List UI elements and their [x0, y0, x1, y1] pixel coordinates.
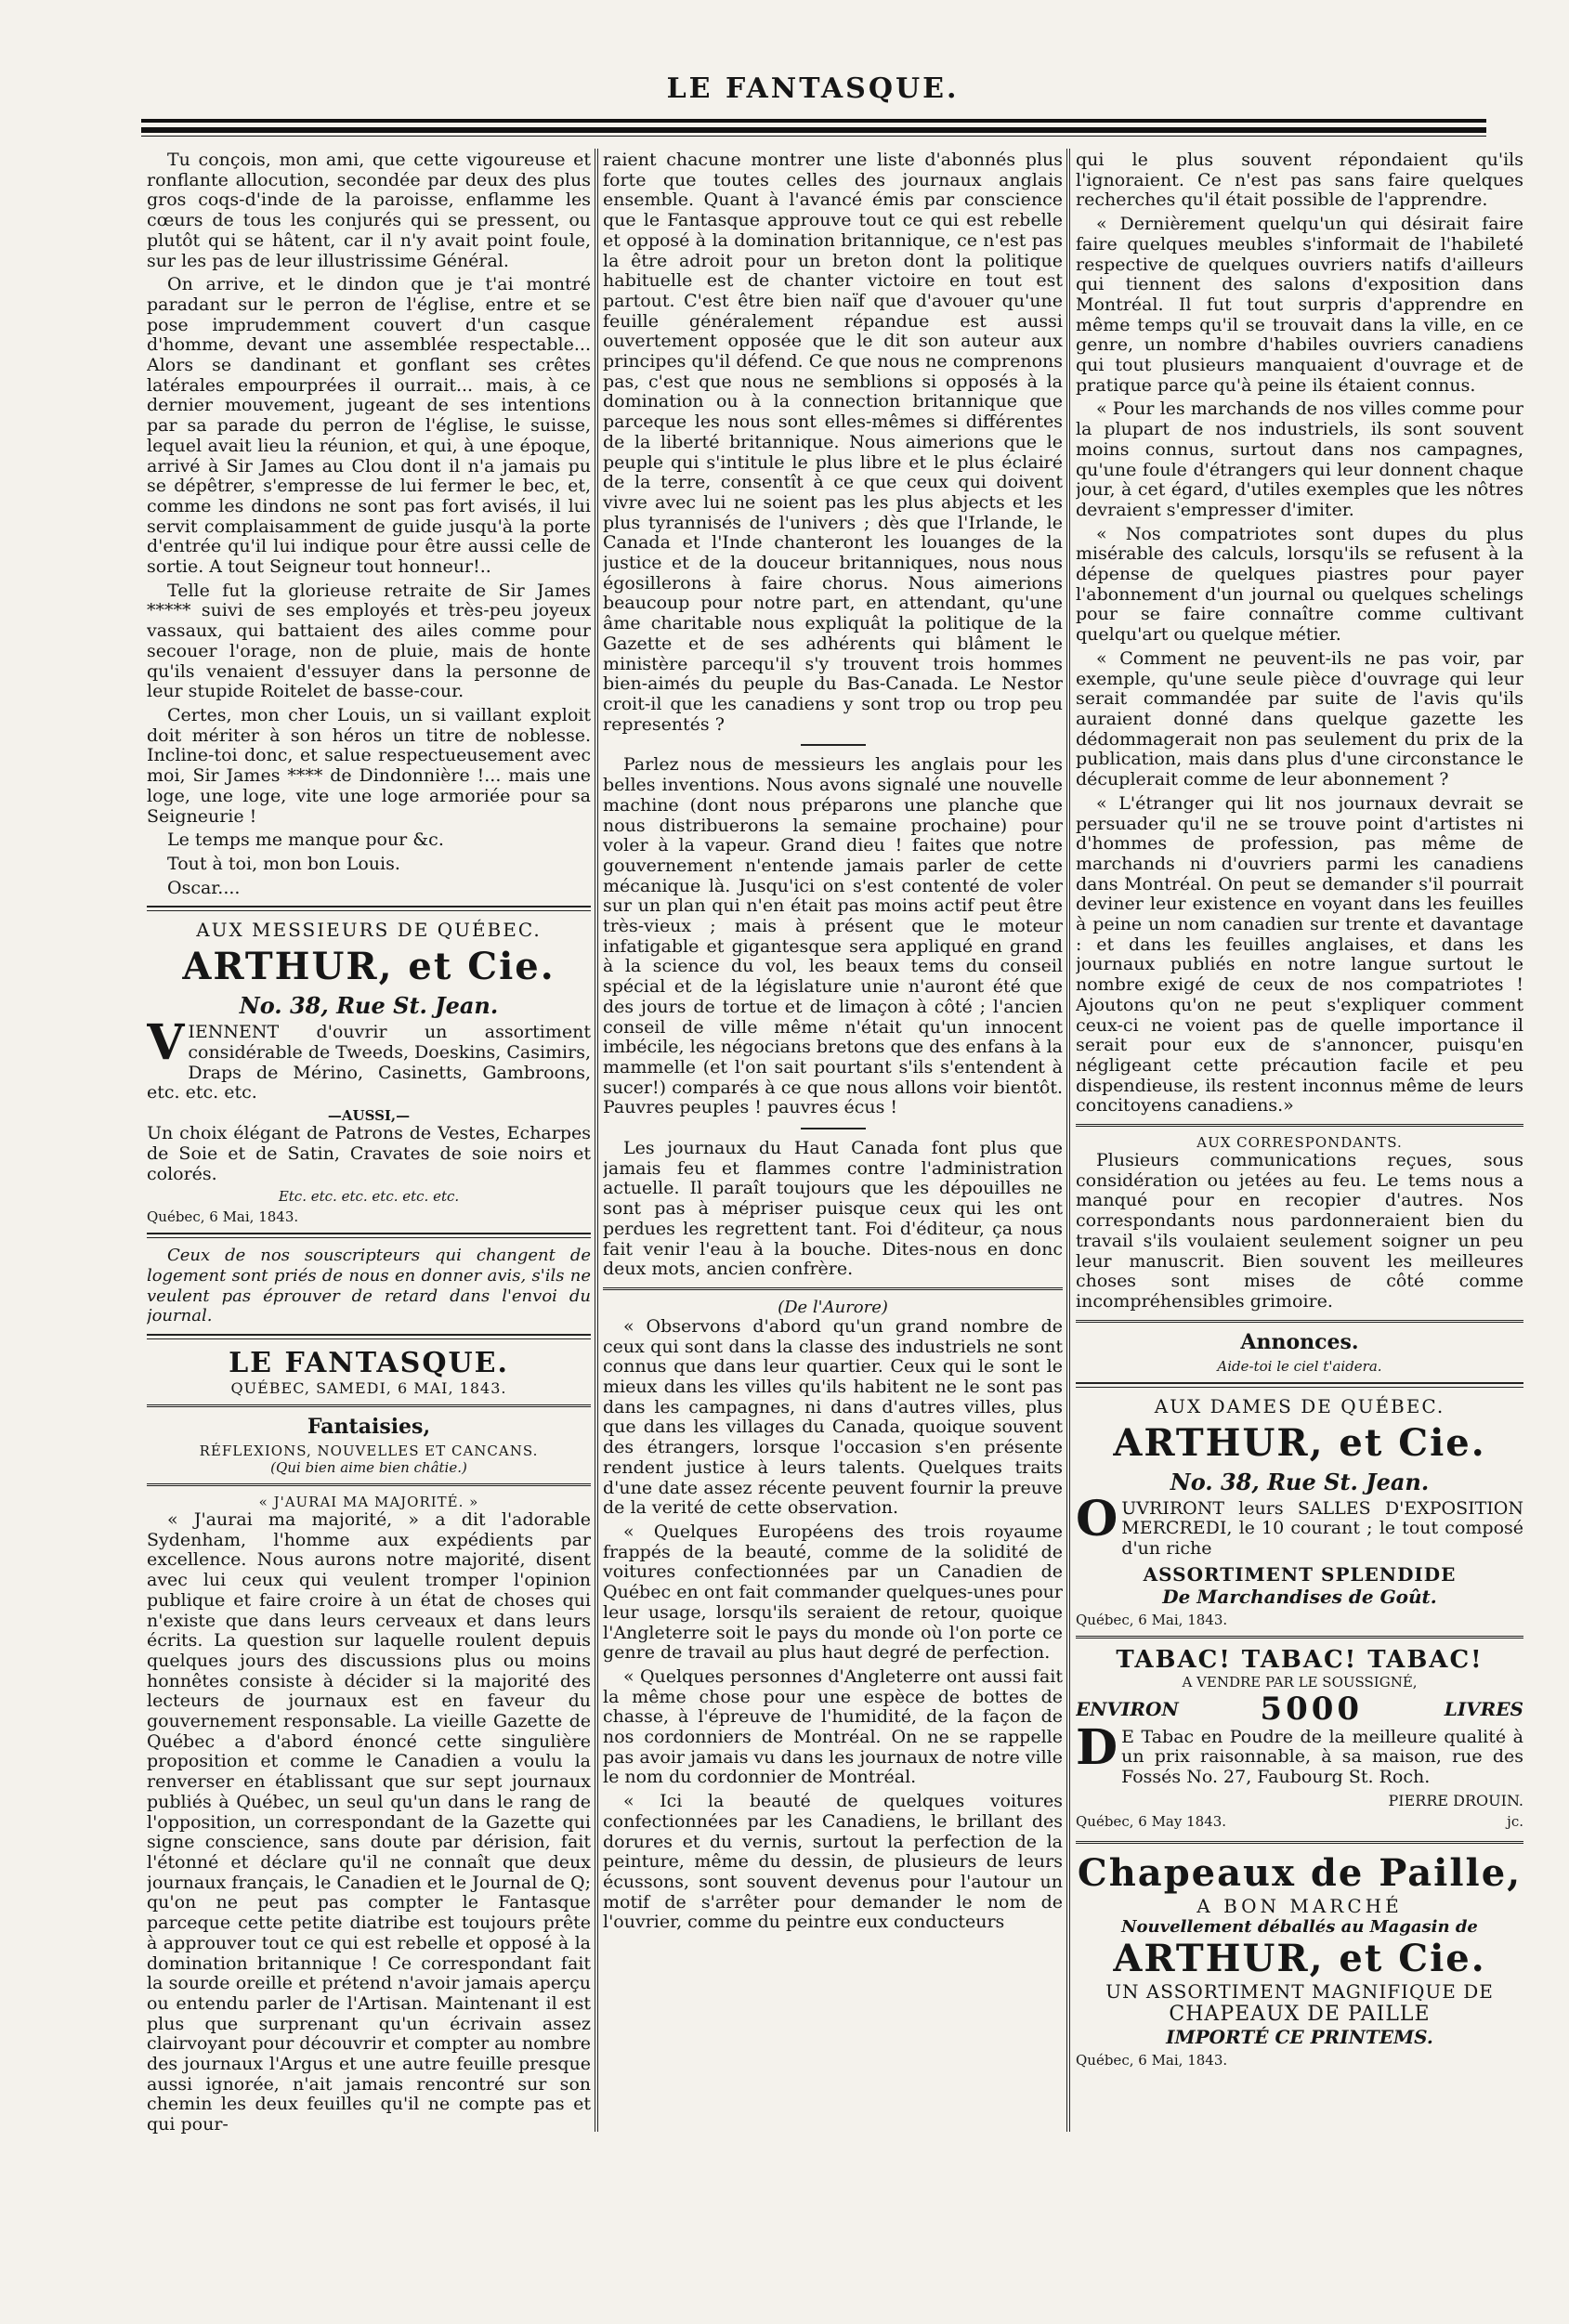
short-divider	[801, 1128, 866, 1129]
col2-para: « Observons d'abord qu'un grand nombre de ceux qui sont dans la classe des industriels ne sont connus que dans leur quartier. Ceux qui le sont le mieux dans les villes qu'ils habitent ne le sont pas dans les campagnes, ni dans d'autres villes, plus que dans les villages du Canada, quoique souvent des étrangers, lorsque l'occasion s'en présente rendent justice à leurs talents. Quelques traits d'une date assez récente peuvent fournir la preuve de la verité de cette observation.	[603, 1315, 1063, 1519]
col3-para: qui le plus souvent répondaient qu'ils l'ignoraient. Ce n'est pas sans faire quelques recherches qu'il était possible de l'apprendre.	[1076, 150, 1523, 211]
ad-text: Un choix élégant de Patrons de Vestes, Echarpes de Soie et de Satin, Cravates de soie noirs et colorés.	[147, 1123, 591, 1184]
column-2	[603, 150, 1063, 2278]
drop-cap: D	[1076, 1718, 1118, 1776]
ad-heading: AUX DAMES DE QUÉBEC.	[1154, 1394, 1445, 1417]
ad-firm-name: ARTHUR, et Cie.	[182, 945, 556, 989]
col1-para: « J'aurai ma majorité, » a dit l'adorable Sydenham, l'homme aux expédients par excellence. Nous aurons notre majorité, disent avec lui ceux qui veulent tromper l'opinion publique et faire croire à un état de choses qui n'existe que dans leurs cerveaux et dans leurs écrits. La question sur laquelle roulent depuis quelques jours des discussions plus ou moins honnêtes consiste à décider si la majorité des lecteurs de journaux est en faveur du gouvernement responsable. La vieille Gazette de Québec a d'abord énoncé cette singulière proposition et comme le Canadien a voulu la renverser en établissant que sur sept journaux publiés à Québec, un seul qu'un dans le rang de l'opposition, un correspondant de la Gazette qui signe conscience, sans doute par dérision, fait l'étonné et déclare qu'il ne connaît que deux journaux français, le Canadien et le Journal de Q; qu'on ne peut pas compter le Fantasque parceque cette petite diatribe est toujours prête à approuver tout ce qui est rebelle et opposé à la domination britannique ! Ce correspondant fait la sourde oreille et prétend n'avoir jamais aperçu ou entendu parler de l'Artisan. Maintenant il est plus que surprenant qu'un écrivain assez clairvoyant pour découvrir et compter au nombre des journaux l'Argus et une autre feuille presque aussi ignorée, n'ait jamais rencontré sur son chemin les deux feuilles qu'il ne compte pas et qui pour-	[147, 1509, 591, 2135]
drop-cap: V	[147, 1014, 185, 1072]
ad-assortment: UN ASSORTIMENT MAGNIFIQUE DE	[1105, 1979, 1494, 2003]
ad-subline: A VENDRE PAR LE SOUSSIGNÉ,	[1182, 1673, 1418, 1691]
ad-import: IMPORTÉ CE PRINTEMS.	[1166, 2025, 1433, 2048]
column-rule	[595, 149, 598, 2132]
col1-para: On arrive, et le dindon que je t'ai montré paradant sur le perron de l'église, entre et se pose imprudemment couvert d'un casque d'homme, devant une assemblée respectable... Alors se dandinant et gonflant ses crêtes latérales empourprées il ourrait... mais, à ce dernier mouvement, jugeant de ses intentions par sa parade du perron de l'église, le suisse, lequel avait lieu la réunion, et qui, à une époque, arrivé à Sir James au Clou dont il n'a jamais pu se dépêtrer, s'empresse de lui fermer le bec, et, comme les dindons ne sont pas fort avisés, il lui servit complaisamment de guide jusqu'à la porte d'entrée qu'il lui indique pour être aussi celle de sortie. A tout Seigneur tout honneur!..	[147, 274, 591, 578]
divider	[1076, 1841, 1523, 1844]
col1-para: Certes, mon cher Louis, un si vaillant exploit doit mériter à son héros un titre de noblesse. Incline-toi donc, et salue respectueusement avec moi, Sir James **** de Dindonnière !... mais une loge, une loge, vite une loge armoriée pour sa Seigneurie !	[147, 704, 591, 827]
ad-heading: Chapeaux de Paille,	[1077, 1850, 1523, 1895]
col2-para: « Quelques Européens des trois royaume frappés de la beauté, comme de la solidité de voitures confectionnées par un Canadien de Québec en ont fait commander quelques-unes pour leur usage, lorsqu'ils seraient de retour, quoique l'Angleterre soit le pays du monde où l'on porte ce genre de travail au plus haut degré de perfection.	[603, 1521, 1063, 1664]
ad-text: Nouvellement déballés au Magasin de	[1121, 1916, 1478, 1937]
ad-banner: ASSORTIMENT SPLENDIDE	[1143, 1562, 1457, 1586]
col3-para: « Comment ne peuvent-ils ne pas voir, par exemple, qu'une seule pièce d'ouvrage qui leur serait commandée par suite de l'avis qu'ils auraient donné dans quelque gazette les dédommagerait non pas seulement du prix de la publication, mais dans plus d'une circonstance le décuplerait comme de leur abonnement ?	[1076, 647, 1523, 790]
correspondents-text: Plusieurs communications reçues, sous considération ou jetées au feu. Le tems nous a manqué pour en recopier d'autres. Nos correspondants nous pardonneraient bien du travail s'ils voulaient seulement soigner un peu leur manuscrit. Bien souvent les meilleures choses sont mises de côté comme incompréhensibles grimoire.	[1076, 1150, 1523, 1312]
col2-para: Les journaux du Haut Canada font plus que jamais feu et flammes contre l'administration actuelle. Il paraît toujours que les dépouilles ne sont pas à mépriser puisque ceux qui les ont perdues les regrettent tant. Foi d'éditeur, ça nous fait venir l'eau à la bouche. Dites-nous en donc deux mots, ancien confrère.	[603, 1138, 1063, 1280]
paper-title: LE FANTASQUE.	[229, 1347, 509, 1380]
ad-product: CHAPEAUX DE PAILLE	[1169, 2002, 1431, 2026]
section-title: Fantaisies,	[307, 1415, 431, 1440]
column-1	[147, 150, 591, 2278]
masthead-rule-thin	[141, 136, 1486, 137]
masthead-rule-double	[141, 127, 1486, 133]
ad-quantity: 5000	[1260, 1690, 1364, 1728]
col1-para: Telle fut la glorieuse retraite de Sir James ***** suivi de ses employés et très-peu joyeux vassaux, qui battaient des ailes comme pour secouer l'orage, non de pluie, mais de honte qu'ils venaient d'essuyer dans la personne de leur stupide Roitelet de basse-cour.	[147, 580, 591, 702]
col1-para: Tu conçois, mon ami, que cette vigoureuse et ronflante allocution, secondée par deux des plus gros coqs-d'inde de la paroisse, enflamme les cœurs de tous les conjurés qui se pressent, ou plutôt qui se hâtent, car il n'y avait point foule, sur les pas de leur illustrissime Général.	[147, 150, 591, 271]
ad-heading: TABAC! TABAC! TABAC!	[1116, 1645, 1484, 1674]
col3-para: « Pour les marchands de nos villes comme pour la plupart de nos industriels, ils sont souvent moins connus, surtout dans nos campagnes, qu'une foule d'étrangers qui leur donnent chaque jour, à cet égard, d'utiles exemples que les nôtres devraient s'empresser d'imiter.	[1076, 398, 1523, 520]
ad-subline: A BON MARCHÉ	[1196, 1894, 1403, 1917]
col2-para: « Ici la beauté de quelques voitures confectionnées par les Canadiens, le brillant des dorures et du vernis, surtout la perfection de la peinture, même du dessin, de plusieurs de leurs écussons, sont souvent devenus pour l'autour un motif de s'arrêter pour demander le nom de l'ouvrier, comme du peintre eux conducteurs	[603, 1791, 1063, 1933]
ad-address: No. 38, Rue St. Jean.	[239, 992, 499, 1020]
announcements-motto: Aide-toi le ciel t'aidera.	[1217, 1357, 1382, 1375]
ad-quantity-line	[1076, 1691, 1523, 1728]
ad-text: IENNENT d'ouvrir un assortiment considérable de Tweeds, Doeskins, Casimirs, Draps de Mérino, Casinetts, Gambroons, etc. etc. etc.	[147, 1022, 591, 1103]
masthead-rule-thick	[141, 119, 1486, 123]
ad-address: No. 38, Rue St. Jean.	[1170, 1468, 1430, 1495]
ad-text: UVRIRONT leurs SALLES D'EXPOSITION MERCREDI, le 10 courant ; le tout composé d'un riche	[1121, 1497, 1523, 1560]
col2-para: Parlez nous de messieurs les anglais pour les belles inventions. Nous avons signalé une nouvelle machine (dont nous préparons une planche que nous distribuerons la semaine prochaine) pour voler à la vapeur. Grand dieu ! faites que notre gouvernement n'entende jamais parler de cette mécanique là. Jusqu'ici on s'est contenté de voler sur un plan qui n'en était pas moins actif peut être très-vieux ; mais à présent que le moteur infatigable et gigantesque sera appliqué en grand à la science du vol, les beaux tems du conseil spécial et de la législature unie n'auront été que des jours de tortue et de limaçon à côté ; l'ancien conseil de ville même n'était qu'un innocent imbécile, les négocians bretons que des enfans à la mammelle (et l'on sait pourtant s'ils s'entendent à sucer!) comparés à ce que nous allons voir bientôt. Pauvres peuples ! pauvres écus !	[603, 754, 1063, 1118]
ad-text: E Tabac en Poudre de la meilleure qualité à un prix raisonnable, à sa maison, rue des Fossés No. 27, Faubourg St. Roch.	[1121, 1726, 1523, 1788]
col3-para: « L'étranger qui lit nos journaux devrait se persuader qu'il ne se trouve point d'artistes ni d'hommes de profession, pas même de marchands ni d'ouvriers parmi les canadiens dans Montréal. On peut se demander s'il pourrait deviner leur existence en voyant dans les feuilles à peine un nom canadien sur trente et davantage : et dans les feuilles anglaises, et dans les journaux publiés en notre langue surtout le nombre exigé de ceux de nos compatriotes ! Ajoutons qu'on ne peut s'expliquer comment ceux-ci ne voient pas de quelle importance il serait pour eux de s'annoncer, puisqu'en négligeant cette précaution facile et peu dispendieuse, ils restent inconnus même de leurs concitoyens canadiens.»	[1076, 792, 1523, 1116]
ad-aussi: —AUSSI,—	[327, 1107, 411, 1125]
col3-para: « Dernièrement quelqu'un qui désirait faire faire quelques meubles s'informait de l'habileté respective de quelques ouvriers natifs d'ailleurs qui tiennent des salons d'exposition dans Montréal. Il fut tout surpris d'apprendre en même temps qu'il se trouvait dans la ville, en ce genre, un nombre d'habiles ouvriers canadiens qui tout plusieurs manquaient d'ouvrage et de pratique parce qu'à peine ils étaient connus.	[1076, 214, 1523, 396]
ad-firm-name: ARTHUR, et Cie.	[1113, 1420, 1486, 1465]
divider	[1076, 1320, 1523, 1323]
divider	[147, 1334, 591, 1339]
ad-date-line	[1076, 1809, 1523, 1834]
article-title: « J'AURAI MA MAJORITÉ. »	[258, 1494, 479, 1511]
section-motto: (Qui bien aime bien châtie.)	[270, 1459, 467, 1477]
col3-para: « Nos compatriotes sont dupes du plus misérable des calculs, lorsqu'ils se refusent à la dépense de quelques piastres pour payer l'abonnement d'un journal ou quelques schelings pour se faire connaître comme cultivant quelqu'art ou quelque métier.	[1076, 523, 1523, 646]
ad-word: ENVIRON	[1076, 1697, 1179, 1720]
ad-date: Québec, 6 Mai, 1843.	[1076, 1611, 1228, 1628]
article-source: (De l'Aurore)	[778, 1297, 888, 1317]
divider	[1076, 1382, 1523, 1388]
letter-signature: Oscar....	[167, 877, 241, 898]
column-3	[1076, 150, 1523, 2278]
divider	[603, 1287, 1063, 1290]
short-divider	[801, 744, 866, 746]
ad-heading: AUX MESSIEURS DE QUÉBEC.	[196, 919, 542, 942]
divider	[1076, 1636, 1523, 1639]
col2-para: « Quelques personnes d'Angleterre ont aussi fait la même chose pour une espèce de bottes de chasse, à l'épreuve de l'humidité, de la façon de nos cordonniers de Montréal. On ne se rappelle pas avoir jamais vu dans les journaux de notre ville le nom du cordonnier de Montréal.	[603, 1665, 1063, 1788]
divider	[147, 1233, 591, 1238]
letter-signoff: Tout à toi, mon bon Louis.	[167, 853, 400, 874]
ad-date: Québec, 6 Mai, 1843.	[147, 1208, 299, 1226]
subscriber-notice: Ceux de nos souscripteurs qui changent de logement sont priés de nous en donner avis, s'ils ne veulent pas éprouver de retard dans l'envoi du journal.	[147, 1246, 591, 1326]
ad-firm-name: ARTHUR, et Cie.	[1113, 1936, 1486, 1980]
column-rule	[1066, 149, 1070, 2132]
ad-date: Québec, 6 Mai, 1843.	[1076, 2051, 1228, 2069]
section-subtitle: RÉFLEXIONS, NOUVELLES ET CANCANS.	[199, 1443, 539, 1460]
ad-etc: Etc. etc. etc. etc. etc. etc.	[278, 1188, 460, 1206]
masthead: LE FANTASQUE.	[666, 72, 960, 105]
drop-cap: O	[1076, 1490, 1118, 1547]
ad-merchant-name: PIERRE DROUIN.	[1388, 1791, 1523, 1809]
ad-word: LIVRES	[1444, 1697, 1523, 1720]
divider	[147, 1483, 591, 1486]
ad-date: Québec, 6 May 1843.	[1076, 1812, 1227, 1830]
col1-para: Le temps me manque pour &c.	[167, 829, 444, 851]
divider	[1076, 1124, 1523, 1127]
col2-para: raient chacune montrer une liste d'abonnés plus forte que toutes celles des journaux anglais ensemble. Quant à l'avancé émis par conscience que le Fantasque approuve tout ce qui est rebelle et opposé à la domination britannique, ce n'est pas la être adroit pour un breton dont la politique habituelle est de chanter victoire en tout est partout. C'est être bien naïf que d'avouer qu'une feuille généralement répandue est aussi ouvertement opposée que le dit son auteur aux principes qu'il défend. Ce que nous ne comprenons pas, c'est que nous ne semblions si opposés à la domination ou à la connection britannique que parceque les nous sont elles-mêmes si différentes de la liberté britannique. Nous aimerions que le peuple qui s'intitule le plus libre et le plus éclairé de la terre, consentît à ce que ceux qui doivent vivre avec lui ne soient pas les plus abjects et les plus tyrannisés de l'univers ; dès que l'Irlande, le Canada et l'Inde chanteront les louanges de la justice et de la douceur britanniques, nous nous égosillerons à faire chorus. Nous aimerions beaucoup pour notre part, en attendant, qu'une âme charitable nous expliquât la politique de la Gazette et de ses adhérents qui blâment le ministère parcequ'il s'y trouvent trois hommes bien-aimés du peuple du Bas-Canada. Le Nestor croit-il que les canadiens y sont trop ou trop peu representés ?	[603, 150, 1063, 735]
ad-subline: De Marchandises de Goût.	[1162, 1585, 1437, 1608]
ad-code: jc.	[1507, 1812, 1523, 1830]
correspondents-heading: AUX CORRESPONDANTS.	[1196, 1134, 1403, 1152]
announcements-heading: Annonces.	[1240, 1329, 1359, 1354]
divider	[147, 1404, 591, 1407]
divider	[147, 906, 591, 911]
paper-date: QUÉBEC, SAMEDI, 6 MAI, 1843.	[230, 1379, 507, 1398]
